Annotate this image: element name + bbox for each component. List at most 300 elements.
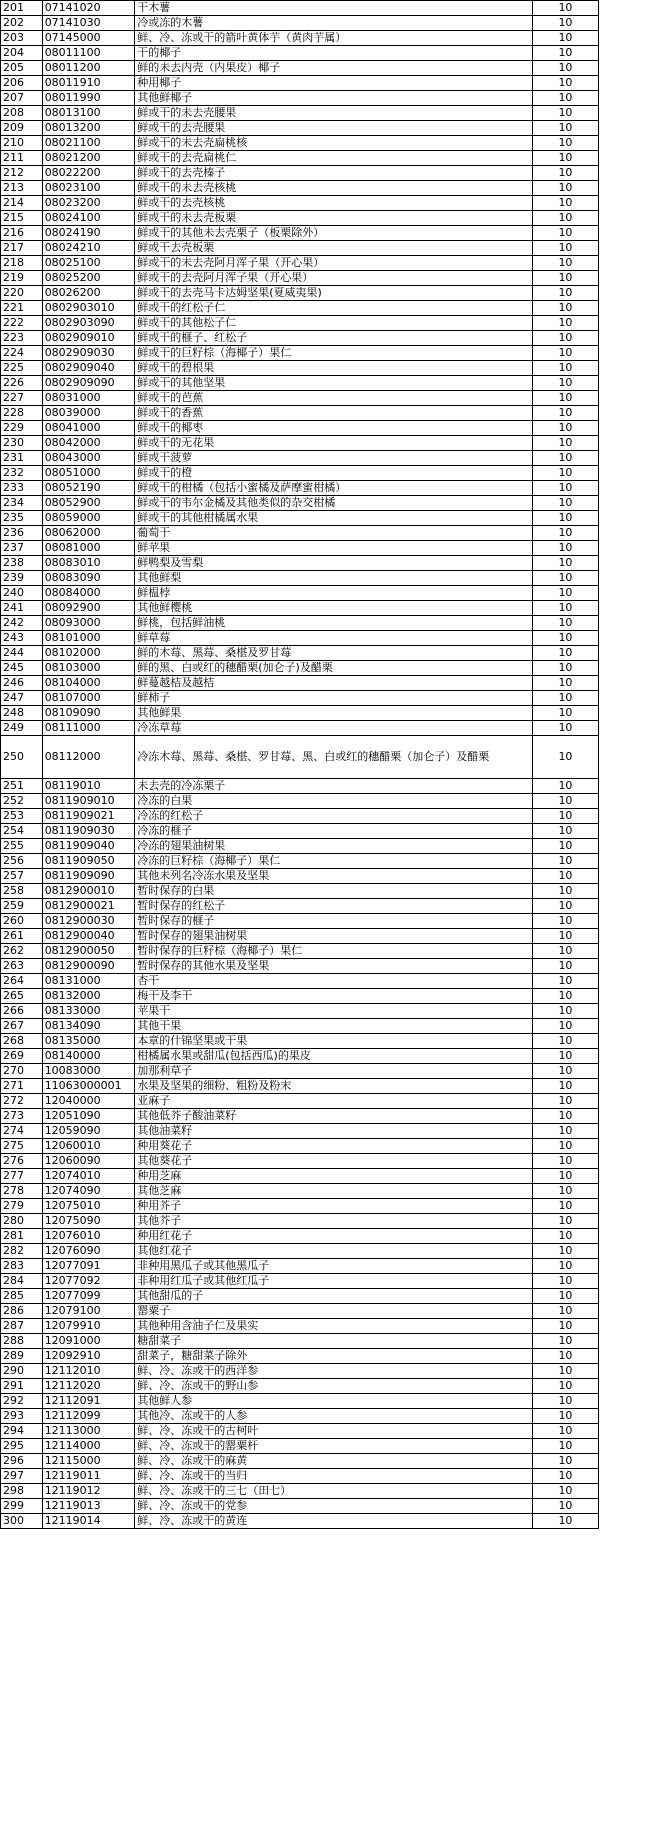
row-number: 237: [1, 541, 43, 556]
tariff-table-body: [1, 1, 599, 1529]
commodity-code: 08083090: [42, 571, 135, 586]
row-number: 256: [1, 854, 43, 869]
row-number: 271: [1, 1079, 43, 1094]
tariff-rate: 10: [532, 331, 598, 346]
tariff-rate: 10: [532, 1394, 598, 1409]
commodity-code: 0812900050: [42, 944, 135, 959]
commodity-code: 0812900010: [42, 884, 135, 899]
row-number: 299: [1, 1499, 43, 1514]
commodity-code: 08102000: [42, 646, 135, 661]
table-row: [1, 226, 599, 241]
table-row: [1, 31, 599, 46]
commodity-name: 鲜或干的榧子、红松子: [135, 331, 533, 346]
commodity-name: 鲜、冷、冻或干的罂粟杆: [135, 1439, 533, 1454]
commodity-code: 08135000: [42, 1034, 135, 1049]
commodity-name: 暂时保存的白果: [135, 884, 533, 899]
row-number: 275: [1, 1139, 43, 1154]
tariff-rate: 10: [532, 196, 598, 211]
table-row: [1, 706, 599, 721]
commodity-code: 08052190: [42, 481, 135, 496]
tariff-rate: 10: [532, 436, 598, 451]
tariff-rate: 10: [532, 346, 598, 361]
commodity-name: 种用葵花子: [135, 1139, 533, 1154]
tariff-rate: 10: [532, 511, 598, 526]
commodity-code: 12077099: [42, 1289, 135, 1304]
commodity-name: 种用红花子: [135, 1229, 533, 1244]
commodity-code: 12112020: [42, 1379, 135, 1394]
tariff-rate: 10: [532, 1364, 598, 1379]
table-row: [1, 1004, 599, 1019]
tariff-rate: 10: [532, 899, 598, 914]
commodity-name: 非种用黑瓜子或其他黑瓜子: [135, 1259, 533, 1274]
table-row: [1, 256, 599, 271]
commodity-name: 鲜、冷、冻或干的野山参: [135, 1379, 533, 1394]
tariff-rate: 10: [532, 721, 598, 736]
tariff-rate: 10: [532, 989, 598, 1004]
table-row: [1, 316, 599, 331]
tariff-rate: 10: [532, 466, 598, 481]
table-row: [1, 1244, 599, 1259]
tariff-rate: 10: [532, 526, 598, 541]
tariff-rate: 10: [532, 824, 598, 839]
commodity-code: 07141020: [42, 1, 135, 16]
commodity-code: 0802903090: [42, 316, 135, 331]
row-number: 215: [1, 211, 43, 226]
table-row: [1, 271, 599, 286]
commodity-name: 鲜、冷、冻或干的古柯叶: [135, 1424, 533, 1439]
row-number: 247: [1, 691, 43, 706]
table-row: [1, 1, 599, 16]
commodity-name: 杏干: [135, 974, 533, 989]
row-number: 231: [1, 451, 43, 466]
commodity-name: 鲜或干的未去壳腰果: [135, 106, 533, 121]
commodity-code: 08052900: [42, 496, 135, 511]
row-number: 204: [1, 46, 43, 61]
row-number: 265: [1, 989, 43, 1004]
row-number: 206: [1, 76, 43, 91]
commodity-code: 08133000: [42, 1004, 135, 1019]
tariff-rate: 10: [532, 839, 598, 854]
commodity-code: 0811909090: [42, 869, 135, 884]
commodity-code: 12040000: [42, 1094, 135, 1109]
commodity-code: 12079910: [42, 1319, 135, 1334]
row-number: 253: [1, 809, 43, 824]
table-row: [1, 1049, 599, 1064]
table-row: [1, 1229, 599, 1244]
commodity-name: 鲜、冷、冻或干的黄连: [135, 1514, 533, 1529]
commodity-code: 08041000: [42, 421, 135, 436]
tariff-rate: 10: [532, 1409, 598, 1424]
table-row: [1, 1109, 599, 1124]
tariff-rate: 10: [532, 361, 598, 376]
table-row: [1, 436, 599, 451]
tariff-rate: 10: [532, 646, 598, 661]
tariff-rate: 10: [532, 1229, 598, 1244]
tariff-rate: 10: [532, 959, 598, 974]
table-row: [1, 1499, 599, 1514]
table-row: [1, 301, 599, 316]
tariff-rate: 10: [532, 16, 598, 31]
row-number: 296: [1, 1454, 43, 1469]
table-row: [1, 1034, 599, 1049]
row-number: 232: [1, 466, 43, 481]
table-row: [1, 571, 599, 586]
commodity-code: 12077091: [42, 1259, 135, 1274]
table-row: [1, 106, 599, 121]
commodity-code: 08112000: [42, 736, 135, 779]
commodity-code: 12075010: [42, 1199, 135, 1214]
row-number: 201: [1, 1, 43, 16]
commodity-code: 08081000: [42, 541, 135, 556]
row-number: 268: [1, 1034, 43, 1049]
table-row: [1, 1454, 599, 1469]
tariff-rate: 10: [532, 1244, 598, 1259]
row-number: 212: [1, 166, 43, 181]
table-row: [1, 929, 599, 944]
commodity-code: 12059090: [42, 1124, 135, 1139]
row-number: 264: [1, 974, 43, 989]
commodity-name: 梅干及李干: [135, 989, 533, 1004]
row-number: 298: [1, 1484, 43, 1499]
commodity-name: 鲜或干的其他未去壳栗子（板栗除外）: [135, 226, 533, 241]
commodity-name: 鲜或干的红松子仁: [135, 301, 533, 316]
table-row: [1, 854, 599, 869]
table-row: [1, 361, 599, 376]
commodity-name: 其他芝麻: [135, 1184, 533, 1199]
table-row: [1, 794, 599, 809]
row-number: 297: [1, 1469, 43, 1484]
row-number: 211: [1, 151, 43, 166]
commodity-code: 12113000: [42, 1424, 135, 1439]
table-row: [1, 481, 599, 496]
row-number: 269: [1, 1049, 43, 1064]
tariff-rate: 10: [532, 46, 598, 61]
row-number: 207: [1, 91, 43, 106]
commodity-name: 鲜桃，包括鲜油桃: [135, 616, 533, 631]
commodity-name: 冷冻的白果: [135, 794, 533, 809]
commodity-name: 鲜或干的未去壳板栗: [135, 211, 533, 226]
commodity-code: 08111000: [42, 721, 135, 736]
row-number: 216: [1, 226, 43, 241]
row-number: 287: [1, 1319, 43, 1334]
row-number: 233: [1, 481, 43, 496]
row-number: 260: [1, 914, 43, 929]
commodity-code: 08134090: [42, 1019, 135, 1034]
commodity-name: 鲜或干去壳板栗: [135, 241, 533, 256]
tariff-rate: 10: [532, 1469, 598, 1484]
table-row: [1, 1124, 599, 1139]
tariff-rate: 10: [532, 481, 598, 496]
tariff-rate: 10: [532, 676, 598, 691]
commodity-name: 鲜或干的橙: [135, 466, 533, 481]
tariff-rate: 10: [532, 1199, 598, 1214]
tariff-rate: 10: [532, 451, 598, 466]
commodity-name: 苹果干: [135, 1004, 533, 1019]
commodity-code: 08051000: [42, 466, 135, 481]
table-row: [1, 1079, 599, 1094]
row-number: 203: [1, 31, 43, 46]
tariff-rate: 10: [532, 136, 598, 151]
tariff-rate: 10: [532, 1064, 598, 1079]
commodity-code: 08119010: [42, 779, 135, 794]
commodity-name: 其他低芥子酸油菜籽: [135, 1109, 533, 1124]
row-number: 250: [1, 736, 43, 779]
commodity-name: 冷冻的红松子: [135, 809, 533, 824]
tariff-rate: 10: [532, 631, 598, 646]
tariff-rate: 10: [532, 854, 598, 869]
row-number: 283: [1, 1259, 43, 1274]
table-row: [1, 691, 599, 706]
tariff-rate: 10: [532, 1124, 598, 1139]
commodity-code: 12115000: [42, 1454, 135, 1469]
commodity-code: 08011990: [42, 91, 135, 106]
row-number: 245: [1, 661, 43, 676]
tariff-rate: 10: [532, 241, 598, 256]
commodity-code: 12114000: [42, 1439, 135, 1454]
table-row: [1, 944, 599, 959]
commodity-code: 08107000: [42, 691, 135, 706]
row-number: 273: [1, 1109, 43, 1124]
commodity-name: 未去壳的冷冻栗子: [135, 779, 533, 794]
commodity-name: 鲜或干的碧根果: [135, 361, 533, 376]
row-number: 240: [1, 586, 43, 601]
tariff-rate: 10: [532, 1034, 598, 1049]
commodity-code: 08103000: [42, 661, 135, 676]
commodity-name: 其他鲜果: [135, 706, 533, 721]
table-row: [1, 616, 599, 631]
tariff-rate: 10: [532, 1319, 598, 1334]
commodity-code: 12076010: [42, 1229, 135, 1244]
tariff-rate: 10: [532, 376, 598, 391]
tariff-rate: 10: [532, 1184, 598, 1199]
tariff-rate: 10: [532, 391, 598, 406]
table-row: [1, 661, 599, 676]
table-row: [1, 959, 599, 974]
row-number: 209: [1, 121, 43, 136]
commodity-name: 鲜榅桲: [135, 586, 533, 601]
commodity-code: 0802909040: [42, 361, 135, 376]
commodity-name: 葡萄干: [135, 526, 533, 541]
commodity-name: 暂时保存的翅果油树果: [135, 929, 533, 944]
tariff-rate: 10: [532, 974, 598, 989]
table-row: [1, 211, 599, 226]
commodity-name: 其他未列名冷冻水果及坚果: [135, 869, 533, 884]
row-number: 229: [1, 421, 43, 436]
commodity-name: 鲜或干的去壳榛子: [135, 166, 533, 181]
commodity-name: 冷冻草莓: [135, 721, 533, 736]
row-number: 243: [1, 631, 43, 646]
commodity-code: 08083010: [42, 556, 135, 571]
row-number: 230: [1, 436, 43, 451]
table-row: [1, 451, 599, 466]
tariff-rate: 10: [532, 1094, 598, 1109]
tariff-rate: 10: [532, 1514, 598, 1529]
commodity-name: 柑橘属水果或甜瓜(包括西瓜)的果皮: [135, 1049, 533, 1064]
table-row: [1, 496, 599, 511]
row-number: 228: [1, 406, 43, 421]
commodity-name: 鲜或干的去壳腰果: [135, 121, 533, 136]
commodity-name: 鲜或干的未去壳扁桃核: [135, 136, 533, 151]
table-row: [1, 1394, 599, 1409]
commodity-code: 08093000: [42, 616, 135, 631]
table-row: [1, 1514, 599, 1529]
row-number: 291: [1, 1379, 43, 1394]
tariff-rate: 10: [532, 1259, 598, 1274]
tariff-rate: 10: [532, 1, 598, 16]
row-number: 222: [1, 316, 43, 331]
commodity-code: 0811909040: [42, 839, 135, 854]
tariff-rate: 10: [532, 1154, 598, 1169]
row-number: 210: [1, 136, 43, 151]
tariff-rate: 10: [532, 571, 598, 586]
commodity-code: 08131000: [42, 974, 135, 989]
row-number: 213: [1, 181, 43, 196]
row-number: 208: [1, 106, 43, 121]
commodity-code: 08025100: [42, 256, 135, 271]
commodity-name: 鲜或干的未去壳核桃: [135, 181, 533, 196]
tariff-rate: 10: [532, 1049, 598, 1064]
row-number: 224: [1, 346, 43, 361]
table-row: [1, 241, 599, 256]
commodity-code: 08109090: [42, 706, 135, 721]
tariff-rate: 10: [532, 556, 598, 571]
tariff-rate: 10: [532, 1214, 598, 1229]
table-row: [1, 346, 599, 361]
tariff-rate: 10: [532, 944, 598, 959]
commodity-name: 鲜、冷、冻或干的三七（田七）: [135, 1484, 533, 1499]
commodity-name: 甜菜子，糖甜菜子除外: [135, 1349, 533, 1364]
row-number: 221: [1, 301, 43, 316]
commodity-name: 鲜的木莓、黑莓、桑椹及罗甘莓: [135, 646, 533, 661]
tariff-rate: 10: [532, 1454, 598, 1469]
commodity-name: 暂时保存的榧子: [135, 914, 533, 929]
commodity-code: 0812900021: [42, 899, 135, 914]
commodity-code: 08132000: [42, 989, 135, 1004]
commodity-code: 08021100: [42, 136, 135, 151]
tariff-rate: 10: [532, 1304, 598, 1319]
table-row: [1, 511, 599, 526]
row-number: 241: [1, 601, 43, 616]
row-number: 276: [1, 1154, 43, 1169]
table-row: [1, 16, 599, 31]
tariff-rate: 10: [532, 1004, 598, 1019]
row-number: 300: [1, 1514, 43, 1529]
commodity-code: 0811909010: [42, 794, 135, 809]
commodity-name: 鲜或干菠萝: [135, 451, 533, 466]
commodity-name: 其他种用含油子仁及果实: [135, 1319, 533, 1334]
commodity-code: 08011200: [42, 61, 135, 76]
tariff-rate: 10: [532, 106, 598, 121]
table-row: [1, 809, 599, 824]
row-number: 266: [1, 1004, 43, 1019]
commodity-name: 鲜或干的椰枣: [135, 421, 533, 436]
commodity-name: 罂粟子: [135, 1304, 533, 1319]
commodity-name: 其他甜瓜的子: [135, 1289, 533, 1304]
tariff-rate: 10: [532, 151, 598, 166]
commodity-name: 鲜或干的香蕉: [135, 406, 533, 421]
commodity-name: 鲜或干的去壳核桃: [135, 196, 533, 211]
table-row: [1, 1334, 599, 1349]
row-number: 251: [1, 779, 43, 794]
commodity-code: 07145000: [42, 31, 135, 46]
commodity-name: 鲜的黑、白或红的穗醋栗(加仑子)及醋栗: [135, 661, 533, 676]
row-number: 236: [1, 526, 43, 541]
tariff-rate: 10: [532, 1109, 598, 1124]
row-number: 270: [1, 1064, 43, 1079]
commodity-code: 12112091: [42, 1394, 135, 1409]
tariff-rate: 10: [532, 1289, 598, 1304]
commodity-name: 鲜、冷、冻或干的党参: [135, 1499, 533, 1514]
table-row: [1, 91, 599, 106]
commodity-code: 0812900030: [42, 914, 135, 929]
commodity-name: 本章的什锦坚果或干果: [135, 1034, 533, 1049]
table-row: [1, 736, 599, 779]
row-number: 295: [1, 1439, 43, 1454]
commodity-name: 鲜或干的无花果: [135, 436, 533, 451]
commodity-name: 鲜或干的未去壳阿月浑子果（开心果）: [135, 256, 533, 271]
commodity-name: 鲜柿子: [135, 691, 533, 706]
commodity-code: 12112099: [42, 1409, 135, 1424]
commodity-code: 12119013: [42, 1499, 135, 1514]
row-number: 205: [1, 61, 43, 76]
row-number: 234: [1, 496, 43, 511]
row-number: 220: [1, 286, 43, 301]
table-row: [1, 1439, 599, 1454]
row-number: 289: [1, 1349, 43, 1364]
commodity-code: 12060010: [42, 1139, 135, 1154]
tariff-rate: 10: [532, 406, 598, 421]
commodity-name: 种用芝麻: [135, 1169, 533, 1184]
tariff-rate: 10: [532, 661, 598, 676]
table-row: [1, 586, 599, 601]
tariff-rate: 10: [532, 271, 598, 286]
table-row: [1, 1019, 599, 1034]
commodity-code: 08084000: [42, 586, 135, 601]
commodity-code: 10083000: [42, 1064, 135, 1079]
tariff-rate: 10: [532, 869, 598, 884]
commodity-code: 07141030: [42, 16, 135, 31]
commodity-name: 鲜草莓: [135, 631, 533, 646]
row-number: 242: [1, 616, 43, 631]
commodity-code: 08140000: [42, 1049, 135, 1064]
table-row: [1, 61, 599, 76]
tariff-rate: 10: [532, 166, 598, 181]
tariff-rate: 10: [532, 121, 598, 136]
tariff-rate: 10: [532, 31, 598, 46]
table-row: [1, 1484, 599, 1499]
commodity-name: 非种用红瓜子或其他红瓜子: [135, 1274, 533, 1289]
table-row: [1, 391, 599, 406]
commodity-code: 12077092: [42, 1274, 135, 1289]
commodity-name: 暂时保存的其他水果及坚果: [135, 959, 533, 974]
table-row: [1, 526, 599, 541]
table-row: [1, 1169, 599, 1184]
tariff-rate: 10: [532, 286, 598, 301]
row-number: 252: [1, 794, 43, 809]
row-number: 274: [1, 1124, 43, 1139]
table-row: [1, 1094, 599, 1109]
commodity-name: 鲜鸭梨及雪梨: [135, 556, 533, 571]
commodity-name: 其他鲜人参: [135, 1394, 533, 1409]
commodity-code: 0812900040: [42, 929, 135, 944]
tariff-rate: 10: [532, 884, 598, 899]
commodity-name: 鲜或干的柑橘（包括小蜜橘及萨摩蜜柑橘）: [135, 481, 533, 496]
commodity-name: 其他红花子: [135, 1244, 533, 1259]
tariff-rate: 10: [532, 691, 598, 706]
commodity-name: 冷冻的翅果油树果: [135, 839, 533, 854]
row-number: 219: [1, 271, 43, 286]
table-row: [1, 1409, 599, 1424]
